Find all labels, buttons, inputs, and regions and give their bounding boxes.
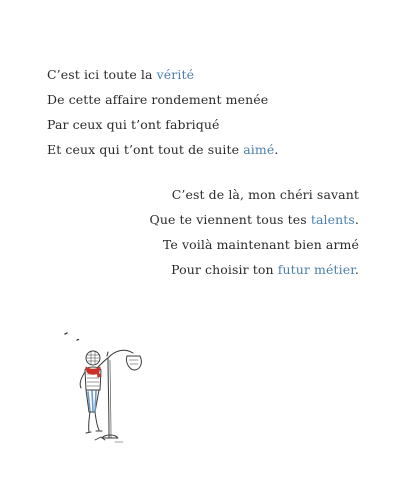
stanza-1-line-3: Par ceux qui t’ont fabriqué xyxy=(47,117,220,132)
highlight-word: futur métier xyxy=(277,262,355,277)
highlight-word: aimé xyxy=(243,142,275,157)
stanza-2-line-1: C’est de là, mon chéri savant xyxy=(171,187,359,202)
highlight-word: talents xyxy=(310,212,355,227)
stanza-2-line-4: Pour choisir ton futur métier. xyxy=(171,262,359,277)
stanza-2-line-2: Que te viennent tous tes talents. xyxy=(149,212,359,227)
stanza-1-line-1: C’est ici toute la vérité xyxy=(47,67,195,82)
stanza-1-line-4: Et ceux qui t’ont tout de suite aimé. xyxy=(47,142,279,157)
stanza-2-line-3: Te voilà maintenant bien armé xyxy=(162,237,359,252)
stanza-1-line-2: De cette affaire rondement menée xyxy=(47,92,269,107)
stanza-2 xyxy=(149,182,359,282)
stanza-1 xyxy=(47,62,278,162)
child-hanging-from-lamp-post-drawing xyxy=(55,320,155,450)
highlight-word: vérité xyxy=(156,67,195,82)
